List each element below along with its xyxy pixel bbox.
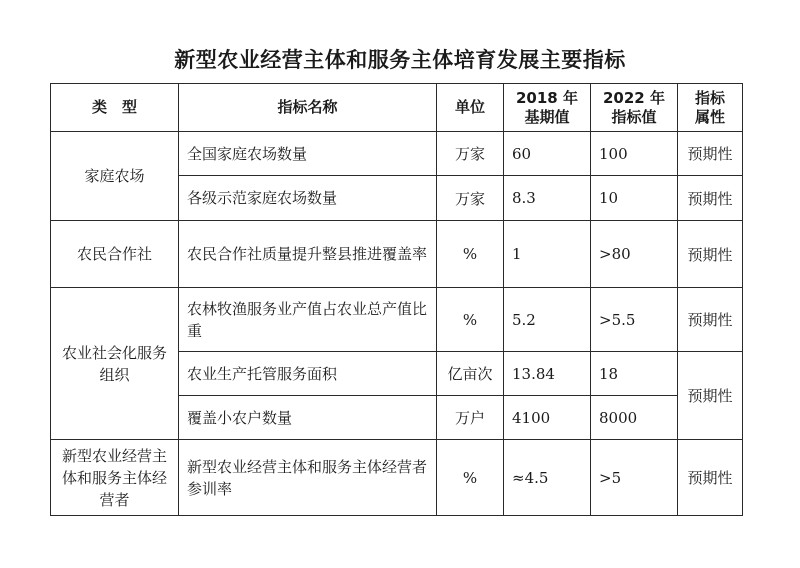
unit-cell: 万家 [437, 132, 504, 176]
table-row [51, 221, 743, 288]
header-attr [678, 84, 743, 132]
attribute-cell: 预期性 [678, 440, 743, 516]
indicator-name-cell: 新型农业经营主体和服务主体经营者参训率 [179, 440, 437, 516]
attribute-cell: 预期性 [678, 176, 743, 221]
table-row [51, 132, 743, 176]
target-value-cell: 8000 [591, 396, 678, 440]
header-type: 类 型 [51, 84, 179, 132]
header-base-label: 基期值 [524, 107, 570, 126]
indicator-name-cell: 覆盖小农户数量 [179, 396, 437, 440]
unit-cell: % [437, 440, 504, 516]
target-value-cell: 18 [591, 352, 678, 396]
unit-cell: 万家 [437, 176, 504, 221]
indicator-name-cell: 农民合作社质量提升整县推进覆盖率 [179, 221, 437, 288]
header-target-label: 指标值 [611, 107, 657, 126]
target-value-cell: >5.5 [591, 288, 678, 352]
indicator-name-cell: 各级示范家庭农场数量 [179, 176, 437, 221]
base-value-cell: ≈4.5 [504, 440, 591, 516]
unit-cell: 亿亩次 [437, 352, 504, 396]
base-value-cell: 13.84 [504, 352, 591, 396]
indicators-table [50, 83, 743, 516]
target-value-cell: 10 [591, 176, 678, 221]
header-target [591, 84, 678, 132]
unit-cell: % [437, 288, 504, 352]
attribute-cell: 预期性 [678, 221, 743, 288]
base-value-cell: 5.2 [504, 288, 591, 352]
header-attr-line1: 指标 [694, 88, 725, 107]
header-attr-line2: 属性 [694, 107, 725, 126]
target-value-cell: >80 [591, 221, 678, 288]
base-value-cell: 8.3 [504, 176, 591, 221]
base-value-cell: 4100 [504, 396, 591, 440]
group-type-cell: 农业社会化服务组织 [51, 288, 179, 440]
group-type-cell: 家庭农场 [51, 132, 179, 221]
target-value-cell: 100 [591, 132, 678, 176]
group-type-cell: 农民合作社 [51, 221, 179, 288]
indicator-name-cell: 农业生产托管服务面积 [179, 352, 437, 396]
base-value-cell: 60 [504, 132, 591, 176]
attribute-cell: 预期性 [678, 288, 743, 352]
unit-cell: 万户 [437, 396, 504, 440]
indicator-name-cell: 农林牧渔服务业产值占农业总产值比重 [179, 288, 437, 352]
group-type-cell: 新型农业经营主体和服务主体经营者 [51, 440, 179, 516]
indicator-name-cell: 全国家庭农场数量 [179, 132, 437, 176]
base-value-cell: 1 [504, 221, 591, 288]
page-title: 新型农业经营主体和服务主体培育发展主要指标 [174, 48, 626, 72]
header-unit: 单位 [437, 84, 504, 132]
attribute-cell: 预期性 [678, 352, 743, 440]
header-target-year: 2022 年 [603, 88, 665, 107]
target-value-cell: >5 [591, 440, 678, 516]
header-name: 指标名称 [179, 84, 437, 132]
header-base [504, 84, 591, 132]
header-row [51, 84, 743, 132]
table-row [51, 288, 743, 352]
table-row [51, 440, 743, 516]
unit-cell: % [437, 221, 504, 288]
header-base-year: 2018 年 [516, 88, 578, 107]
attribute-cell: 预期性 [678, 132, 743, 176]
